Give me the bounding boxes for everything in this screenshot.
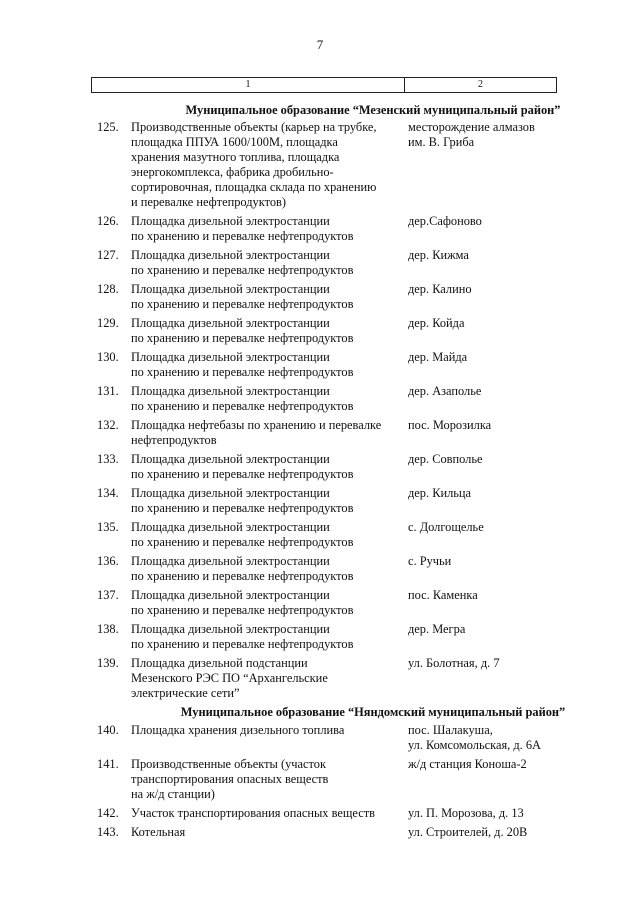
table-row bbox=[91, 316, 557, 346]
object-name: Площадка дизельной электростанции по хранению и перевалке нефтепродуктов bbox=[131, 214, 354, 243]
table-row bbox=[91, 214, 557, 244]
table-row bbox=[91, 418, 557, 448]
object-location: пос. Шалакуша, ул. Комсомольская, д. 6А bbox=[408, 723, 542, 752]
row-number: 133. bbox=[97, 452, 119, 466]
object-location: дер. Совполье bbox=[408, 452, 483, 466]
object-location: пос. Каменка bbox=[408, 588, 478, 602]
page-number: 7 bbox=[316, 37, 324, 52]
object-name: Площадка дизельной электростанции по хранению и перевалке нефтепродуктов bbox=[131, 350, 354, 379]
row-number: 142. bbox=[97, 806, 119, 820]
row-number: 137. bbox=[97, 588, 119, 602]
row-number: 126. bbox=[97, 214, 119, 228]
table-row bbox=[91, 120, 557, 210]
object-location: дер.Сафоново bbox=[408, 214, 482, 228]
object-name: Площадка дизельной электростанции по хранению и перевалке нефтепродуктов bbox=[131, 486, 354, 515]
row-number: 135. bbox=[97, 520, 119, 534]
table-row bbox=[91, 350, 557, 380]
row-number: 127. bbox=[97, 248, 119, 262]
object-location: с. Ручьи bbox=[408, 554, 452, 568]
object-location: ул. Строителей, д. 20В bbox=[408, 825, 528, 839]
row-number: 128. bbox=[97, 282, 119, 296]
section-rows bbox=[91, 723, 557, 840]
row-number: 130. bbox=[97, 350, 119, 364]
section-title: Муниципальное образование “Няндомский муниципальный район” bbox=[180, 705, 566, 719]
object-location: дер. Кижма bbox=[408, 248, 469, 262]
table-row bbox=[91, 757, 557, 802]
table-row bbox=[91, 806, 557, 821]
object-location: ул. Болотная, д. 7 bbox=[408, 656, 500, 670]
object-location: ж/д станция Коноша-2 bbox=[408, 757, 527, 771]
object-location: дер. Кильца bbox=[408, 486, 472, 500]
object-name: Производственные объекты (карьер на трубке, площадка ППУА 1600/100М, площадка хранения мазутного топлива, площадка энергокомплекса, фабрика дробильно- сортировочная, площадка склада по хранению и перевалке нефтепродуктов) bbox=[131, 120, 377, 209]
object-location: с. Долгощелье bbox=[408, 520, 484, 534]
row-number: 139. bbox=[97, 656, 119, 670]
object-name: Площадка хранения дизельного топлива bbox=[131, 723, 345, 737]
object-name: Площадка дизельной электростанции по хранению и перевалке нефтепродуктов bbox=[131, 248, 354, 277]
table-row bbox=[91, 622, 557, 652]
object-name: Котельная bbox=[131, 825, 186, 839]
row-number: 129. bbox=[97, 316, 119, 330]
object-name: Площадка нефтебазы по хранению и перевалке нефтепродуктов bbox=[131, 418, 382, 447]
row-number: 141. bbox=[97, 757, 119, 771]
row-number: 140. bbox=[97, 723, 119, 737]
table-row bbox=[91, 656, 557, 701]
objects-table bbox=[91, 77, 566, 844]
object-location: дер. Койда bbox=[408, 316, 465, 330]
row-number: 125. bbox=[97, 120, 119, 134]
object-name: Площадка дизельной электростанции по хранению и перевалке нефтепродуктов bbox=[131, 554, 354, 583]
object-location: ул. П. Морозова, д. 13 bbox=[408, 806, 524, 820]
row-number: 138. bbox=[97, 622, 119, 636]
object-name: Производственные объекты (участок транспортирования опасных веществ на ж/д станции) bbox=[131, 757, 329, 801]
object-name: Площадка дизельной электростанции по хранению и перевалке нефтепродуктов bbox=[131, 316, 354, 345]
object-location: дер. Калино bbox=[408, 282, 472, 296]
object-name: Площадка дизельной электростанции по хранению и перевалке нефтепродуктов bbox=[131, 622, 354, 651]
object-name: Площадка дизельной электростанции по хранению и перевалке нефтепродуктов bbox=[131, 452, 354, 481]
row-number: 132. bbox=[97, 418, 119, 432]
object-name: Площадка дизельной подстанции Мезенского РЭС ПО “Архангельские электрические сети” bbox=[131, 656, 328, 700]
table-header-col-2: 2 bbox=[478, 79, 483, 90]
object-name: Площадка дизельной электростанции по хранению и перевалке нефтепродуктов bbox=[131, 384, 354, 413]
object-name: Площадка дизельной электростанции по хранению и перевалке нефтепродуктов bbox=[131, 520, 354, 549]
table-row bbox=[91, 723, 557, 753]
object-name: Площадка дизельной электростанции по хранению и перевалке нефтепродуктов bbox=[131, 588, 354, 617]
object-location: дер. Майда bbox=[408, 350, 468, 364]
table-row bbox=[91, 248, 557, 278]
table-header-row bbox=[91, 77, 557, 93]
table-row bbox=[91, 486, 557, 516]
table-row bbox=[91, 384, 557, 414]
table-row bbox=[91, 588, 557, 618]
object-location: дер. Мегра bbox=[408, 622, 466, 636]
table-row bbox=[91, 554, 557, 584]
row-number: 134. bbox=[97, 486, 119, 500]
table-header-col-1: 1 bbox=[92, 78, 405, 92]
object-location: пос. Морозилка bbox=[408, 418, 492, 432]
section-rows bbox=[91, 120, 557, 701]
row-number: 136. bbox=[97, 554, 119, 568]
row-number: 143. bbox=[97, 825, 119, 839]
section-title: Муниципальное образование “Мезенский муниципальный район” bbox=[185, 103, 561, 117]
table-row bbox=[91, 825, 557, 840]
table-row bbox=[91, 282, 557, 312]
table-row bbox=[91, 452, 557, 482]
table-row bbox=[91, 520, 557, 550]
row-number: 131. bbox=[97, 384, 119, 398]
object-location: месторождение алмазов им. В. Гриба bbox=[408, 120, 535, 149]
object-location: дер. Азаполье bbox=[408, 384, 482, 398]
object-name: Площадка дизельной электростанции по хранению и перевалке нефтепродуктов bbox=[131, 282, 354, 311]
object-name: Участок транспортирования опасных веществ bbox=[131, 806, 375, 820]
